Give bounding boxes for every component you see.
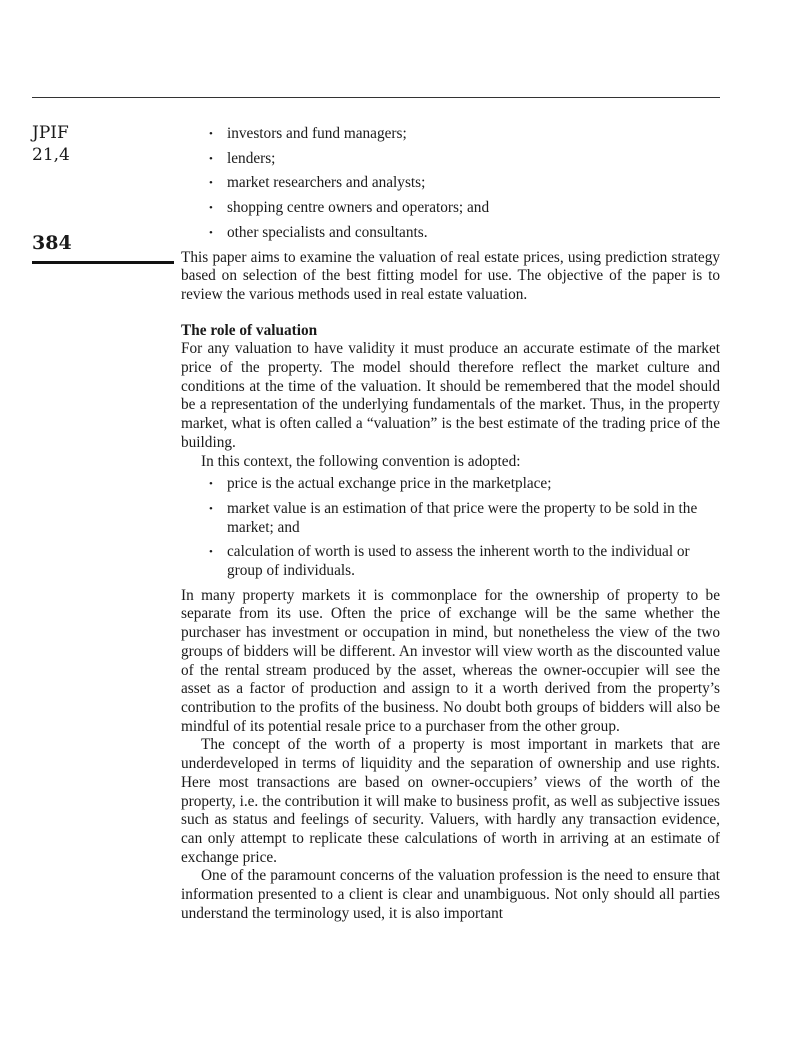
- list-item: • price is the actual exchange price in the marketplace;: [181, 475, 720, 494]
- paragraph: One of the paramount concerns of the valuation profession is the need to ensure that information presented to a client is clear and unambiguous. Not only should all parties understand the terminology used, it is also important: [181, 867, 720, 922]
- list-item: • lenders;: [181, 150, 720, 169]
- page-number: 384: [32, 232, 72, 254]
- audience-list: [181, 125, 720, 243]
- header-rule: [32, 97, 720, 98]
- list-item: • market value is an estimation of that price were the property to be sold in the market; and: [181, 500, 720, 537]
- section-heading: The role of valuation: [181, 321, 318, 339]
- list-item: • other specialists and consultants.: [181, 224, 720, 243]
- list-item: • shopping centre owners and operators; and: [181, 199, 720, 218]
- paragraph: The concept of the worth of a property is most important in markets that are underdeveloped in terms of liquidity and the separation of ownership and use rights. Here most transactions are based on owner-occupiers’ views of the worth of the property, i.e. the contribution it will make to business profit, as well as subjective issues such as status and feelings of security. Valuers, with hardly any transaction evidence, can only attempt to replicate these calculations of worth in arriving at an estimate of exchange price.: [181, 736, 720, 866]
- list-item: • investors and fund managers;: [181, 125, 720, 144]
- intro-paragraph: This paper aims to examine the valuation of real estate prices, using prediction strategy based on selection of the best fitting model for use. The objective of the paper is to review the various methods used in real estate valuation.: [181, 248, 720, 303]
- volume-issue: 21,4: [32, 145, 70, 165]
- journal-info: [32, 122, 70, 166]
- paragraph: For any valuation to have validity it must produce an accurate estimate of the market price of the property. The model should therefore reflect the market culture and conditions at the time of the valuation. It should be remembered that the model should be a representation of the underlying fundamentals of the market. Thus, in the property market, what is often called a “valuation” is the best estimate of the trading price of the building.: [181, 340, 720, 451]
- article-body: [181, 125, 720, 923]
- paragraph: In many property markets it is commonplace for the ownership of property to be separate from its use. Often the price of exchange will be the same whether the purchaser has investment or occupation in mind, but nonetheless the view of the two groups of bidders will be different. An investor will view worth as the discounted value of the rental stream produced by the asset, whereas the owner-occupier will see the asset as a factor of production and assign to it a worth derived from the property’s contribution to the profits of the business. No doubt both groups of bidders will also be mindful of its potential resale price to a purchaser from the other group.: [181, 586, 720, 735]
- list-item: • calculation of worth is used to assess the inherent worth to the individual or group of individuals.: [181, 543, 720, 580]
- page-number-rule: [32, 261, 174, 264]
- paragraph: In this context, the following convention is adopted:: [201, 452, 521, 470]
- journal-code: JPIF: [32, 123, 69, 143]
- list-item: • market researchers and analysts;: [181, 174, 720, 193]
- conventions-list: [181, 475, 720, 581]
